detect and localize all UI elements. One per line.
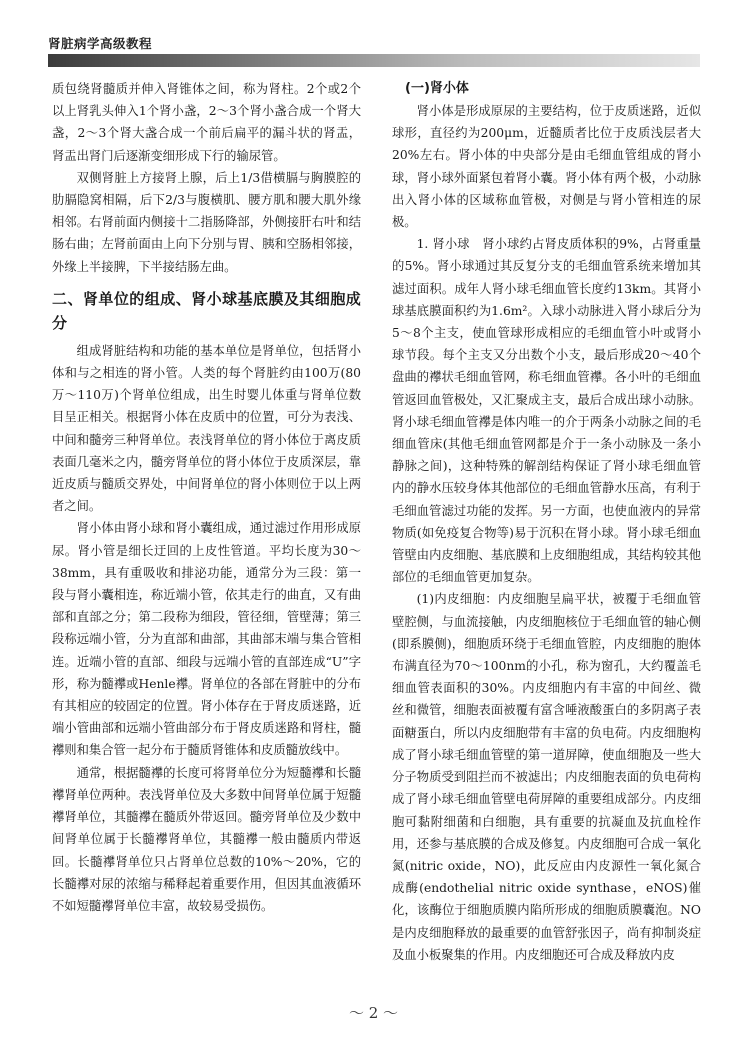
paragraph: 双侧肾脏上方接肾上腺，后上1/3借横膈与胸膜腔的肋膈隐窝相隔，后下2/3与腹横肌、腰方肌和腰大肌外缘相邻。右肾前面内侧接十二指肠降部，外侧接肝右叶和结肠右曲；左肾前面由上向下分别与胃、胰和空肠相邻接，外缘上半接脾，下半接结肠左曲。 bbox=[52, 170, 361, 274]
right-column bbox=[392, 78, 701, 990]
paragraph: 肾小体由肾小球和肾小囊组成，通过滤过作用形成原尿。肾小管是细长迂回的上皮性管道。平均长度为30～38mm，具有重吸收和排泌功能，通常分为三段：第一段与肾小囊相连，称近端小管，依其走行的曲直，又有曲部和直部之分；第二段称为细段，管径细，管壁薄；第三段称远端小管，分为直部和曲部，其曲部末端与集合管相连。近端小管的直部、细段与远端小管的直部连成“U”字形，称为髓襻或Henle襻。肾单位的各部在肾脏中的分布有其相应的较固定的位置。肾小体存在于肾皮质迷路，近端小管曲部和远端小管曲部分布于肾皮质迷路和肾柱，髓襻则和集合管一起分布于髓质肾锥体和皮质髓放线中。 bbox=[52, 521, 361, 758]
paragraph: 质包绕肾髓质并伸入肾锥体之间，称为肾柱。2个或2个以上肾乳头伸入1个肾小盏，2～3个肾小盏合成一个肾大盏，2～3个肾大盏合成一个前后扁平的漏斗状的肾盂，肾盂出肾门后逐渐变细形成下行的输尿管。 bbox=[52, 82, 361, 163]
left-column bbox=[52, 78, 361, 990]
paragraph: 1. 肾小球 肾小球约占肾皮质体积的9%，占肾重量的5%。肾小球通过其反复分支的毛细血管系统来增加其滤过面积。成年人肾小球毛细血管长度约13km。其肾小球基底膜面积约为1.6m²。入球小动脉进入肾小球后分为5～8个主支，使血管球形成相应的毛细血管小叶或肾小球节段。每个主支又分出数个小支，最后形成20～40个盘曲的襻状毛细血管网，称毛细血管襻。各小叶的毛细血管返回血管极处，又汇聚成主支，最后合成出球小动脉。肾小球毛细血管襻是体内唯一的介于两条小动脉之间的毛细血管床(其他毛细血管网都是介于一条小动脉及一条小静脉之间)，这种特殊的解剖结构保证了肾小球毛细血管内的静水压较身体其他部位的毛细血管静水压高，有利于毛细血管滤过功能的发挥。另一方面，也使血液内的异常物质(如免疫复合物等)易于沉积在肾小球。肾小球毛细血管壁由内皮细胞、基底膜和上皮细胞组成，其结构较其他部位的毛细血管更加复杂。 bbox=[392, 237, 701, 585]
running-title: 肾脏病学高级教程 bbox=[48, 36, 153, 51]
header-gradient-bar bbox=[48, 54, 700, 67]
subsection-heading: (一)肾小体 bbox=[405, 81, 469, 96]
section-heading: 二、肾单位的组成、肾小球基底膜及其细胞成分 bbox=[52, 289, 361, 332]
paragraph: 组成肾脏结构和功能的基本单位是肾单位，包括肾小体和与之相连的肾小管。人类的每个肾脏约由100万(80万～110万)个肾单位组成，出生时婴儿体重与肾单位数目呈正相关。根据肾小体在皮质中的位置，可分为表浅、中间和髓旁三种肾单位。表浅肾单位的肾小体位于离皮质表面几毫米之内，髓旁肾单位的肾小体位于皮质深层，靠近皮质与髓质交界处，中间肾单位的肾小体则位于以上两者之间。 bbox=[52, 343, 361, 514]
paragraph: 通常，根据髓襻的长度可将肾单位分为短髓襻和长髓襻肾单位两种。表浅肾单位及大多数中间肾单位属于短髓襻肾单位，其髓襻在髓质外带返回。髓旁肾单位及少数中间肾单位属于长髓襻肾单位，其髓襻一般由髓质内带返回。长髓襻肾单位只占肾单位总数的10%～20%，它的长髓襻对尿的浓缩与稀释起着重要作用，但因其血液循环不如短髓襻肾单位丰富，故较易受损伤。 bbox=[52, 765, 361, 913]
page-number: ～ 2 ～ bbox=[348, 1004, 399, 1022]
paragraph: (1)内皮细胞：内皮细胞呈扁平状，被覆于毛细血管壁腔侧，与血流接触，内皮细胞核位于毛细血管的轴心侧(即系膜侧)，细胞质环绕于毛细血管腔，内皮细胞的胞体布满直径为70～100nm的小孔，称为窗孔，大约覆盖毛细血管表面积的30%。内皮细胞内有丰富的中间丝、微丝和微管，细胞表面被覆有富含唾液酸蛋白的多阴离子表面糖蛋白，所以内皮细胞带有丰富的负电荷。内皮细胞构成了肾小球毛细血管壁的第一道屏障，使血细胞及一些大分子物质受到阻拦而不被滤出；内皮细胞表面的负电荷构成了肾小球毛细血管壁电荷屏障的重要组成部分。内皮细胞可黏附细菌和白细胞，具有重要的抗凝血及抗血栓作用，还参与基底膜的合成及修复。内皮细胞可合成一氧化氮(nitric oxide，NO)，此反应由内皮源性一氧化氮合成酶(endothelial nitric oxide synthase，eNOS)催化，该酶位于细胞质膜内陷所形成的细胞质膜囊泡。NO是内皮细胞释放的最重要的血管舒张因子，尚有抑制炎症及血小板聚集的作用。内皮细胞还可合成及释放内皮 bbox=[392, 592, 701, 962]
paragraph: 肾小体是形成原尿的主要结构，位于皮质迷路，近似球形，直径约为200μm，近髓质者比位于皮质浅层者大20%左右。肾小体的中央部分是由毛细血管组成的肾小球，肾小球外面紧包着肾小囊。肾小体有两个极，小动脉出入肾小体的区域称血管极，对侧是与肾小管相连的尿极。 bbox=[392, 104, 701, 230]
